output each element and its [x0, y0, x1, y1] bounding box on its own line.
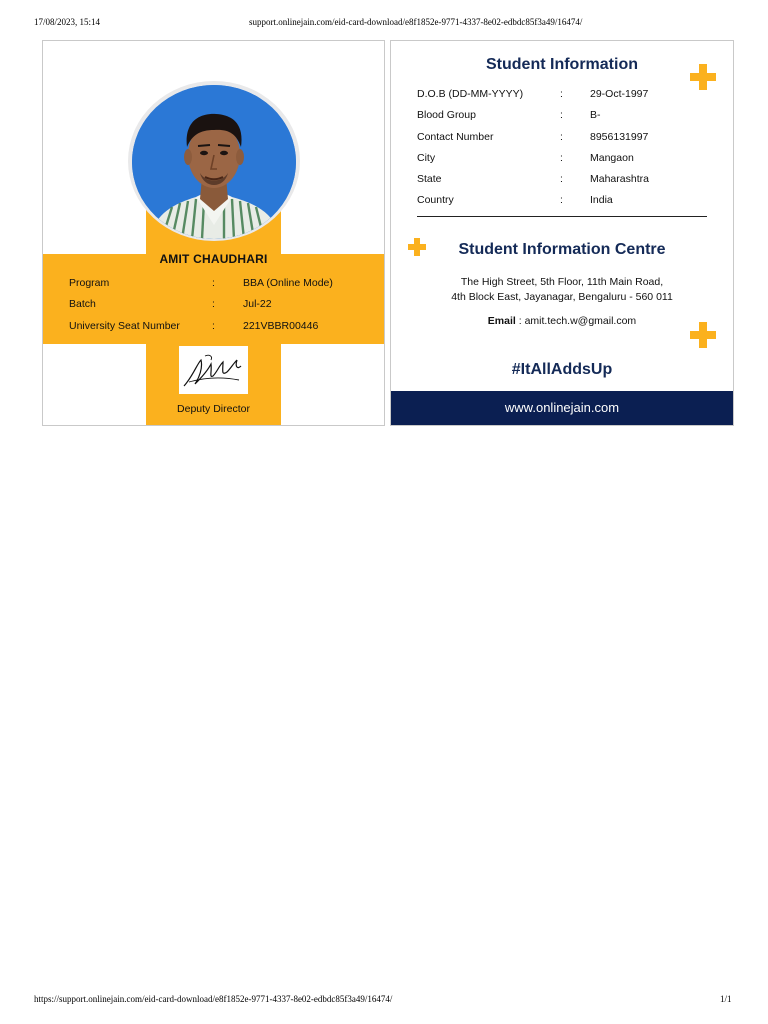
centre-title: Student Information Centre: [458, 241, 666, 258]
address-line: 4th Block East, Jayanagar, Bengaluru - 560 011: [451, 291, 673, 303]
field-value: 8956131997: [590, 131, 649, 143]
email-line: [391, 315, 733, 327]
field-value: BBA (Online Mode): [243, 277, 333, 289]
field-colon: :: [212, 298, 215, 310]
signature-image: [179, 346, 248, 394]
field-label: Program: [69, 277, 110, 289]
field-label: Batch: [69, 298, 96, 310]
id-card-back: [390, 40, 734, 426]
field-colon: :: [560, 194, 563, 206]
divider: [417, 216, 707, 217]
plus-icon: [690, 64, 716, 90]
program-row: [43, 277, 384, 291]
student-name: AMIT CHAUDHARI: [159, 252, 268, 266]
student-photo: [132, 85, 296, 239]
field-colon: :: [560, 109, 563, 121]
dob-row: [391, 88, 733, 102]
email-separator: :: [515, 315, 525, 327]
contact-number-row: [391, 131, 733, 145]
field-value: Mangaon: [590, 152, 634, 164]
field-label: Contact Number: [417, 131, 494, 143]
print-header: [0, 17, 768, 29]
print-datetime: 17/08/2023, 15:14: [34, 17, 101, 27]
field-label: D.O.B (DD-MM-YYYY): [417, 88, 524, 100]
blood-group-row: [391, 109, 733, 123]
student-info-title: Student Information: [486, 56, 638, 73]
plus-icon: [690, 322, 716, 348]
field-label: City: [417, 152, 436, 164]
field-value: 29-Oct-1997: [590, 88, 649, 100]
country-row: [391, 194, 733, 208]
field-colon: :: [560, 88, 563, 100]
email-value: amit.tech.w@gmail.com: [524, 315, 637, 327]
print-url: support.onlinejain.com/eid-card-download/e8f1852e-9771-4337-8e02-edbdc85f3a49/16474/: [249, 17, 583, 27]
field-colon: :: [212, 277, 215, 289]
field-value: Maharashtra: [590, 173, 649, 185]
field-value: Jul-22: [243, 298, 272, 310]
city-row: [391, 152, 733, 166]
field-colon: :: [560, 173, 563, 185]
field-value: 221VBBR00446: [243, 320, 319, 332]
batch-row: [43, 298, 384, 312]
print-footer-url: https://support.onlinejain.com/eid-card-download/e8f1852e-9771-4337-8e02-edbdc85f3a49/16474/: [34, 994, 393, 1004]
field-value: B-: [590, 109, 601, 121]
state-row: [391, 173, 733, 187]
field-value: India: [590, 194, 613, 206]
field-colon: :: [560, 131, 563, 143]
field-label: State: [417, 173, 442, 185]
print-footer: [0, 994, 768, 1006]
field-colon: :: [560, 152, 563, 164]
hashtag: #ItAllAddsUp: [511, 361, 613, 378]
field-label: University Seat Number: [69, 320, 180, 332]
seat-number-row: [43, 320, 384, 334]
field-label: Blood Group: [417, 109, 476, 121]
website-link[interactable]: www.onlinejain.com: [504, 400, 620, 415]
field-colon: :: [212, 320, 215, 332]
id-card-front: [42, 40, 385, 426]
page-number: 1/1: [720, 994, 732, 1004]
field-label: Country: [417, 194, 454, 206]
email-label: Email: [487, 315, 516, 327]
address-line: The High Street, 5th Floor, 11th Main Road,: [460, 276, 664, 288]
signatory-role: Deputy Director: [177, 403, 250, 415]
website-bar: [391, 391, 733, 425]
